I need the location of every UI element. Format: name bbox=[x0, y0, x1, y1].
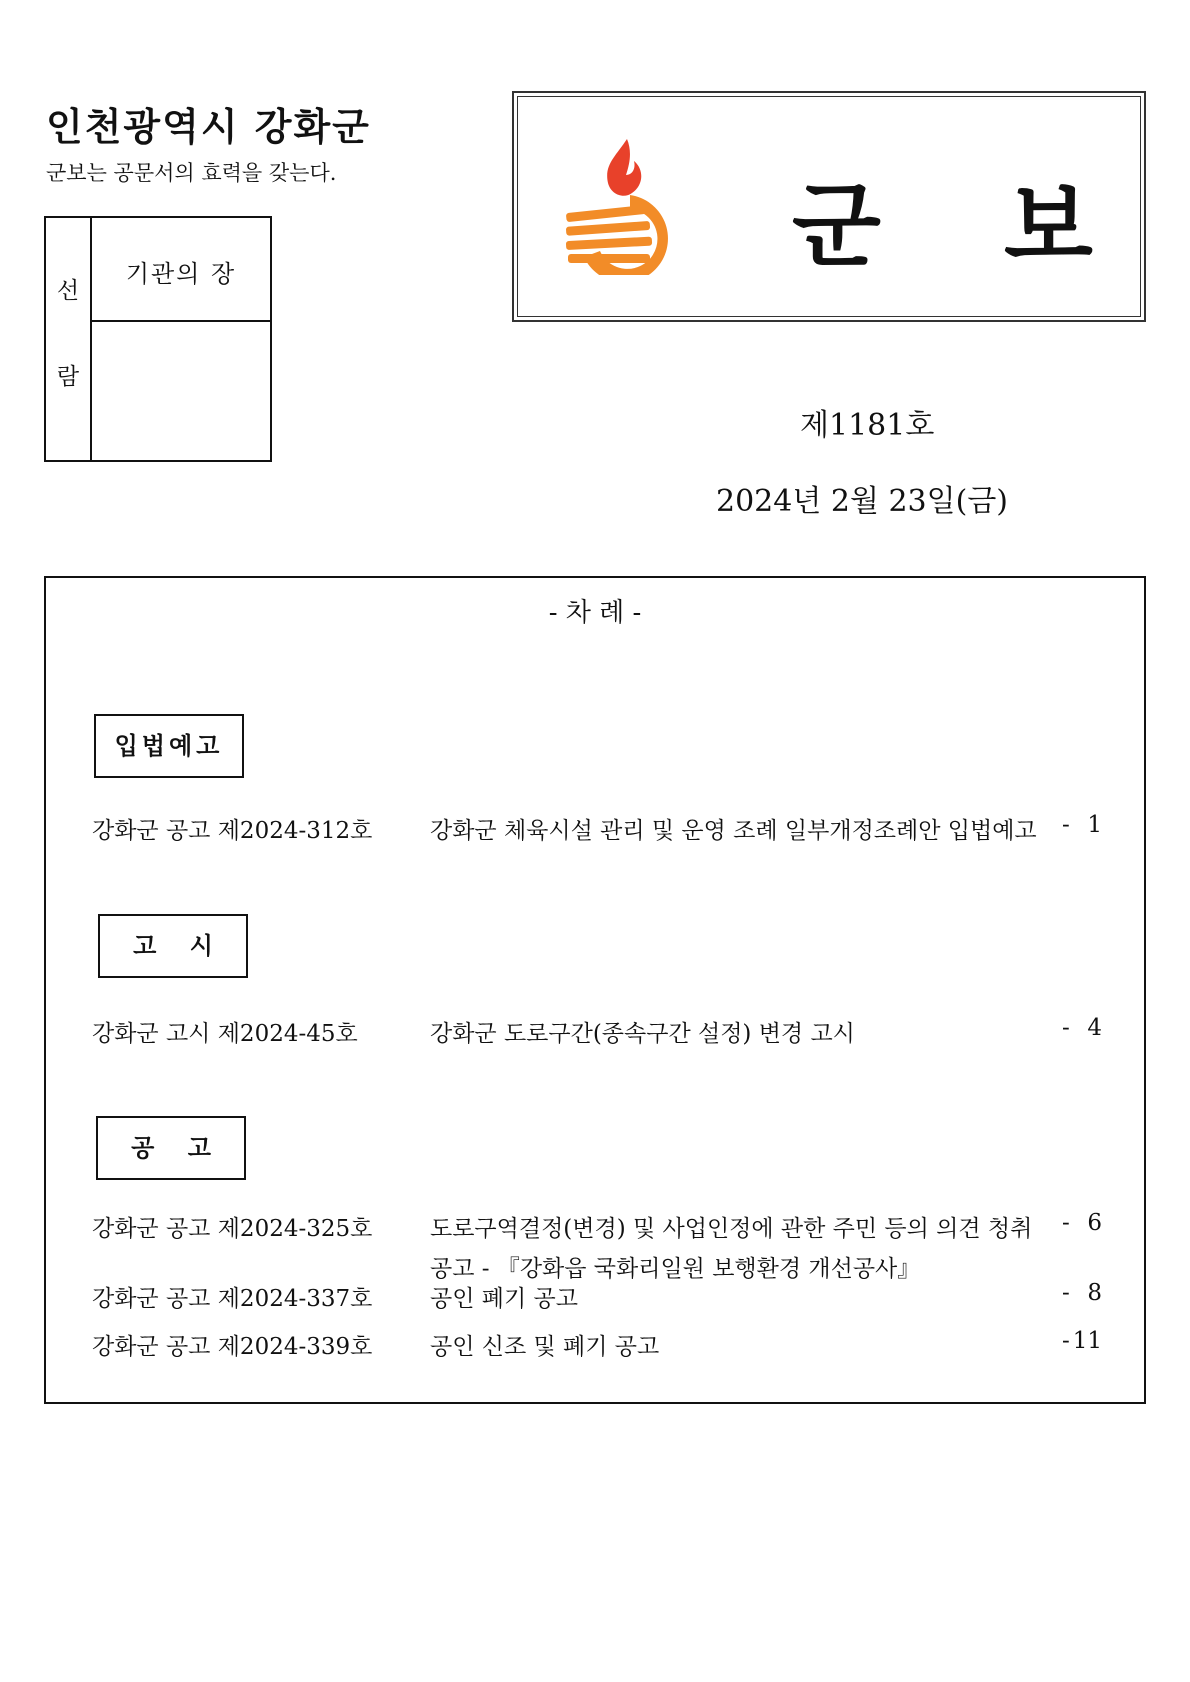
title-char-gun: 군 bbox=[792, 173, 881, 280]
ganghwa-emblem-icon bbox=[560, 135, 690, 279]
entry-dash: - bbox=[1062, 1328, 1070, 1354]
title-char-bo: 보 bbox=[1004, 173, 1093, 280]
section-heading-legislative-notice: 입법예고 bbox=[94, 714, 244, 778]
approval-side-label bbox=[46, 218, 92, 460]
region-title: 인천광역시 강화군 bbox=[46, 105, 371, 149]
entry-page: 1 bbox=[1087, 812, 1102, 838]
entry-title: 도로구역결정(변경) 및 사업인정에 관한 주민 등의 의견 청취 bbox=[430, 1216, 1033, 1242]
entry-number: 강화군 공고 제2024-312호 bbox=[92, 818, 373, 844]
toc-entry[interactable] bbox=[92, 1328, 1102, 1360]
toc-title: - 차 례 - bbox=[548, 598, 642, 628]
approval-side-char: 람 bbox=[56, 364, 80, 390]
entry-title: 공인 폐기 공고 bbox=[430, 1286, 578, 1312]
entry-dash: - bbox=[1062, 1280, 1070, 1306]
table-of-contents bbox=[44, 576, 1146, 1404]
approval-box bbox=[44, 216, 272, 462]
entry-number: 강화군 공고 제2024-325호 bbox=[92, 1216, 373, 1242]
entry-page: 4 bbox=[1087, 1015, 1102, 1041]
toc-entry[interactable] bbox=[92, 1280, 1102, 1312]
entry-number: 강화군 고시 제2024-45호 bbox=[92, 1021, 358, 1047]
title-box bbox=[512, 91, 1146, 322]
entry-title: 강화군 도로구간(종속구간 설정) 변경 고시 bbox=[430, 1021, 855, 1047]
section-heading-notification: 고 시 bbox=[98, 914, 248, 978]
entry-dash: - bbox=[1062, 1210, 1070, 1236]
approval-side-char: 선 bbox=[56, 278, 80, 304]
section-heading-announcement: 공 고 bbox=[96, 1116, 246, 1180]
entry-title: 강화군 체육시설 관리 및 운영 조례 일부개정조례안 입법예고 bbox=[430, 818, 1037, 844]
entry-page: 6 bbox=[1087, 1210, 1102, 1236]
entry-dash: - bbox=[1062, 812, 1070, 838]
issue-date: 2024년 2월 23일(금) bbox=[716, 484, 1009, 519]
entry-title-continuation: 공고 - 『강화읍 국화리일원 보행환경 개선공사』 bbox=[430, 1256, 921, 1282]
toc-entry[interactable] bbox=[92, 1210, 1102, 1242]
entry-number: 강화군 공고 제2024-339호 bbox=[92, 1334, 373, 1360]
entry-number: 강화군 공고 제2024-337호 bbox=[92, 1286, 373, 1312]
tagline: 군보는 공문서의 효력을 갖는다. bbox=[46, 161, 337, 185]
entry-page: 11 bbox=[1072, 1328, 1102, 1354]
approval-head-label: 기관의 장 bbox=[92, 218, 270, 322]
entry-page: 8 bbox=[1087, 1280, 1102, 1306]
issue-number: 제1181호 bbox=[800, 408, 935, 443]
entry-title: 공인 신조 및 폐기 공고 bbox=[430, 1334, 660, 1360]
entry-dash: - bbox=[1062, 1015, 1070, 1041]
toc-entry[interactable] bbox=[92, 812, 1102, 844]
toc-entry[interactable] bbox=[92, 1015, 1102, 1047]
